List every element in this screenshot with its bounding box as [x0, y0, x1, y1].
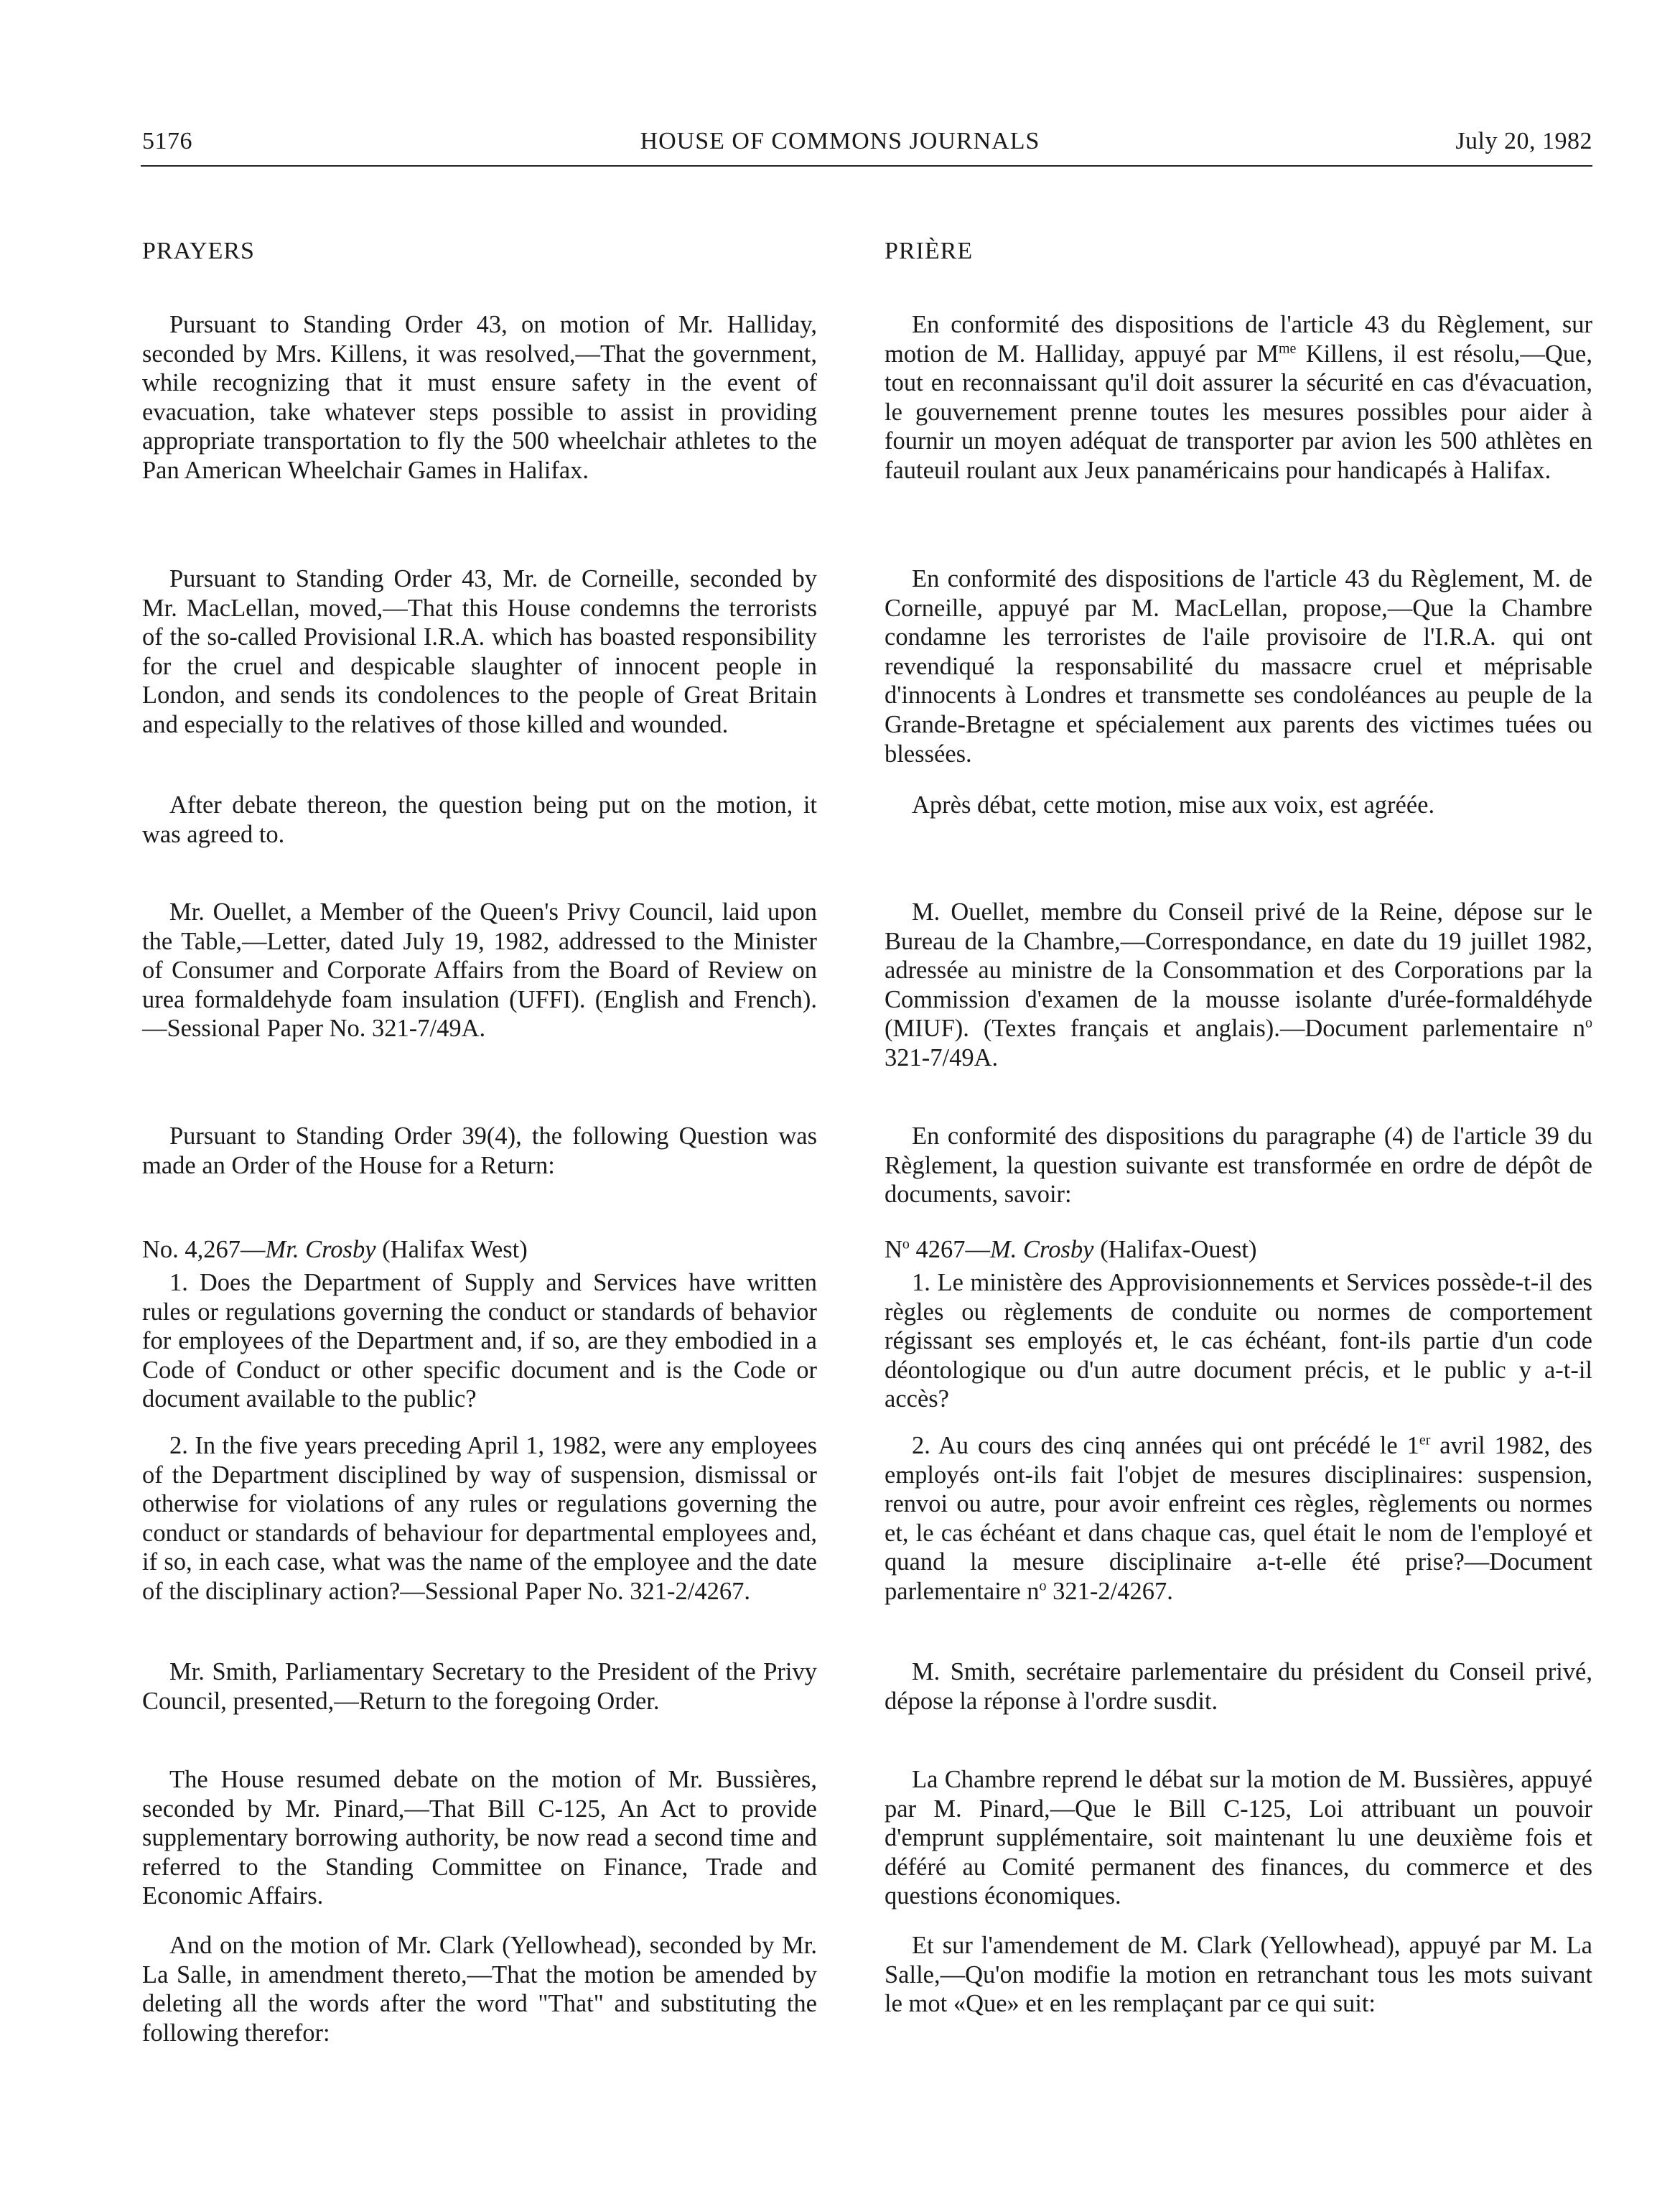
para-en-9: The House resumed debate on the motion of Mr. Bussières, seconded by Mr. Pinard,—That Bill C-125, An Act to provide supplementary borrowing authority, be now read a second time and referred to the Standing Committee on Finance, Trade and Economic Affairs.: [142, 1766, 817, 1910]
heading-priere: PRIÈRE: [885, 238, 974, 264]
question-heading-en: [142, 1235, 817, 1265]
question-riding-fr: (Halifax-Ouest): [1093, 1236, 1257, 1263]
para-fr-10: Et sur l'amendement de M. Clark (Yellowhead), appuyé par M. La Salle,—Qu'on modifie la motion en retranchant tous les mots suivant le mot «Que» et en les remplaçant par ce qui suit:: [885, 1932, 1592, 2018]
question-number-en: No. 4,267—: [142, 1236, 266, 1263]
question-heading-fr: $N^o$ 4267—M. Crosby (Halifax-Ouest): [885, 1236, 1257, 1263]
para-en-1: Pursuant to Standing Order 43, on motion of Mr. Halliday, seconded by Mrs. Killens, it was resolved,—That the government, while recognizing that it must ensure safety in the event of evacuation, take whatever steps possible to assist in providing appropriate transportation to fly the 500 wheelchair athletes to the Pan American Wheelchair Games in Halifax.: [142, 311, 817, 484]
page-date: July 20, 1982: [1455, 128, 1592, 154]
question-part-2-fr: 2. Au cours des cinq années qui ont précédé le 1er avril 1982, des employés ont-ils fait l'objet de mesures disciplinaires: suspension, renvoi ou autre, pour avoir enfreint ces règles, règlements ou normes et, le cas échéant et dans chaque cas, quel était le nom de l'employé et quand la mesure disciplinaire a-t-elle été prise?—Document parlementaire $n^o$ 321-2/4267.: [885, 1432, 1592, 1605]
running-title: HOUSE OF COMMONS JOURNALS: [640, 128, 1040, 154]
question-part-1-en: 1. Does the Department of Supply and Services have written rules or regulations governing the conduct or standards of behavior for employees of the Department and, if so, are they embodied in a Code of Conduct or other specific document and is the Code or document available to the public?: [142, 1269, 817, 1413]
para-en-5: Pursuant to Standing Order 39(4), the following Question was made an Order of the House for a Return:: [142, 1122, 817, 1179]
question-part-2-en: 2. In the five years preceding April 1, 1982, were any employees of the Department disciplined by way of suspension, dismissal or otherwise for violations of any rules or regulations governing the conduct or standards of behaviour for departmental employees and, if so, in each case, what was the name of the employee and the date of the disciplinary action?—Sessional Paper No. 321-2/4267.: [142, 1432, 817, 1605]
para-fr-8: M. Smith, secrétaire parlementaire du président du Conseil privé, dépose la réponse à l'ordre susdit.: [885, 1658, 1592, 1715]
para-fr-4: M. Ouellet, membre du Conseil privé de la Reine, dépose sur le Bureau de la Chambre,—Correspondance, en date du 19 juillet 1982, adressée au ministre de la Consommation et des Corporations par la Commission d'examen de la mousse isolante d'urée-formaldéhyde (MIUF). (Textes français et anglais).—Document parlementaire $n^o$ 321-7/49A.: [885, 898, 1592, 1071]
para-en-4: Mr. Ouellet, a Member of the Queen's Privy Council, laid upon the Table,—Letter, dated July 19, 1982, addressed to the Minister of Consumer and Corporate Affairs from the Board of Review on urea formaldehyde foam insulation (UFFI). (English and French).—Sessional Paper No. 321-7/49A.: [142, 898, 817, 1043]
para-en-10: And on the motion of Mr. Clark (Yellowhead), seconded by Mr. La Salle, in amendment thereto,—That the motion be amended by deleting all the words after the word "That" and substituting the following therefor:: [142, 1932, 817, 2047]
question-member-fr: M. Crosby: [990, 1236, 1094, 1263]
header-rule: [141, 165, 1592, 167]
para-fr-9: La Chambre reprend le débat sur la motion de M. Bussières, appuyé par M. Pinard,—Que le Bill C-125, Loi attribuant un pouvoir d'emprunt supplémentaire, soit maintenant lu une deuxième fois et déféré au Comité permanent des finances, du commerce et des questions économiques.: [885, 1766, 1592, 1910]
heading-prayers: PRAYERS: [142, 238, 255, 264]
para-fr-3: Après débat, cette motion, mise aux voix, est agréée.: [912, 791, 1435, 819]
question-riding-en: (Halifax West): [375, 1236, 528, 1263]
para-fr-5: En conformité des dispositions du paragraphe (4) de l'article 39 du Règlement, la question suivante est transformée en ordre de dépôt de documents, savoir:: [885, 1122, 1592, 1209]
para-fr-1: En conformité des dispositions de l'article 43 du Règlement, sur motion de M. Halliday, appuyé par $M^{me}$ Killens, il est résolu,—Que, tout en reconnaissant qu'il doit assurer la sécurité en cas d'évacuation, le gouvernement prenne toutes les mesures possibles pour aider à fournir un moyen adéquat de transporter par avion les 500 athlètes en fauteuil roulant aux Jeux panaméricains pour handicapés à Halifax.: [885, 311, 1592, 484]
para-en-8: Mr. Smith, Parliamentary Secretary to the President of the Privy Council, presented,—Return to the foregoing Order.: [142, 1658, 817, 1715]
para-fr-2: En conformité des dispositions de l'article 43 du Règlement, M. de Corneille, appuyé par M. MacLellan, propose,—Que la Chambre condamne les terroristes de l'aile provisoire de l'I.R.A. qui ont revendiqué la responsabilité du massacre cruel et méprisable d'innocents à Londres et transmette ses condoléances au peuple de la Grande-Bretagne et spécialement aux parents des victimes tuées ou blessées.: [885, 565, 1592, 768]
para-en-3: After debate thereon, the question being put on the motion, it was agreed to.: [142, 791, 817, 848]
para-en-2: Pursuant to Standing Order 43, Mr. de Corneille, seconded by Mr. MacLellan, moved,—That this House condemns the terrorists of the so-called Provisional I.R.A. which has boasted responsibility for the cruel and despicable slaughter of innocent people in London, and sends its condolences to the people of Great Britain and especially to the relatives of those killed and wounded.: [142, 565, 817, 738]
page-number: 5176: [142, 128, 192, 154]
question-member-en: Mr. Crosby: [265, 1236, 376, 1263]
question-part-1-fr: 1. Le ministère des Approvisionnements et Services possède-t-il des règles ou règlements de conduite ou normes de comportement régissant ses employés et, le cas échéant, font-ils partie d'un code déontologique ou d'un autre document précis, et le public y a-t-il accès?: [885, 1269, 1592, 1413]
